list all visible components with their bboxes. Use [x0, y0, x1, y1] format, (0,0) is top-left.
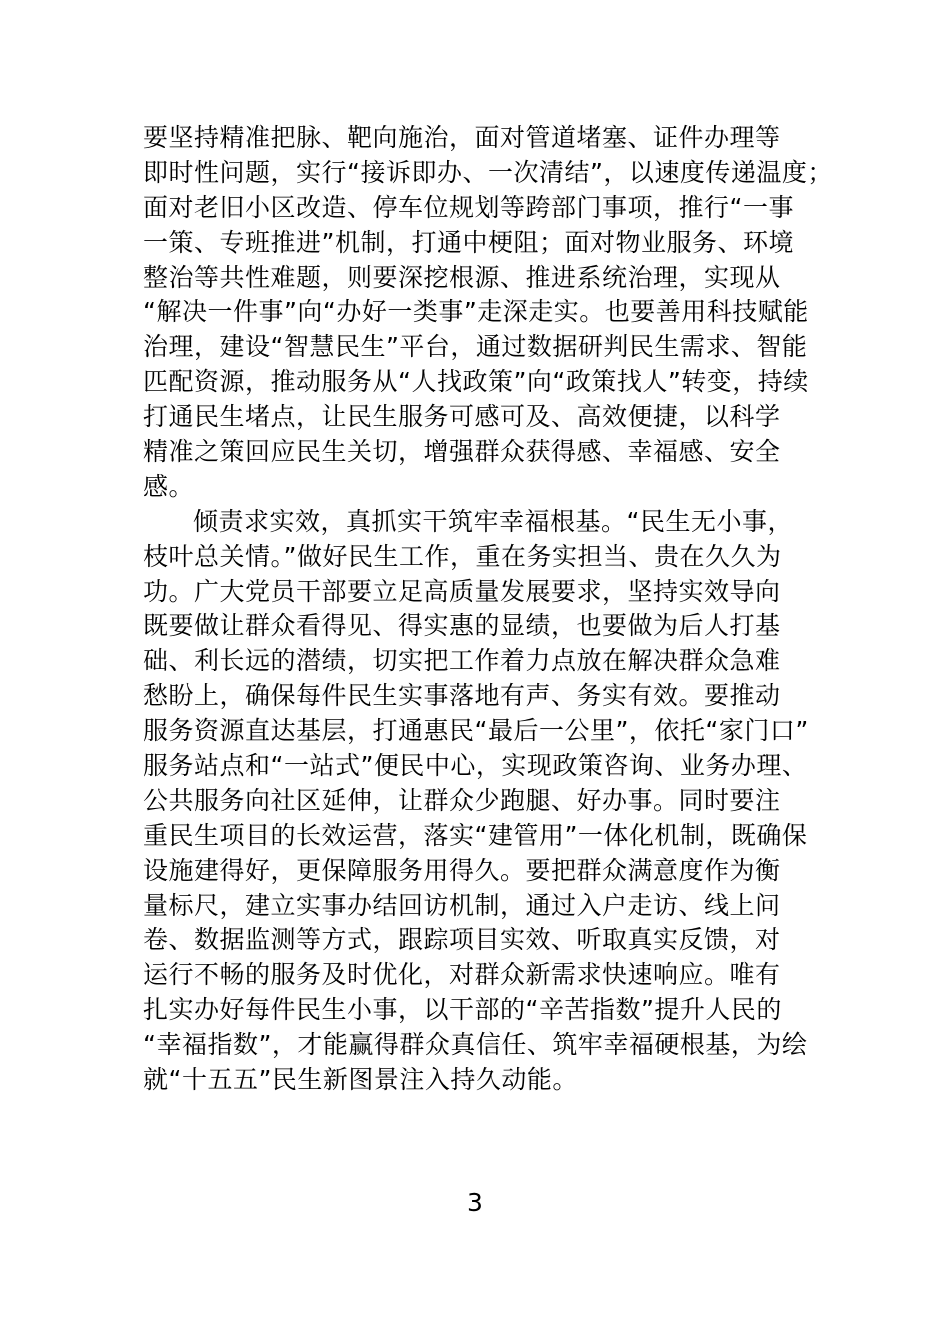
text-line: 打通民生堵点，让民生服务可感可及、高效便捷，以科学 — [143, 402, 781, 432]
paragraph-first-line: 倾责求实效，真抓实干筑牢幸福根基。“民生无小事， — [193, 506, 793, 536]
page-number: 3 — [467, 1188, 483, 1217]
text-line: 设施建得好，更保障服务用得久。要把群众满意度作为衡 — [143, 855, 781, 885]
text-line: 既要做让群众看得见、得实惠的显绩，也要做为后人打基 — [143, 611, 781, 641]
text-line: 服务站点和“一站式”便民中心，实现政策咨询、业务办理、 — [143, 751, 808, 781]
text-line: 扎实办好每件民生小事，以干部的“辛苦指数”提升人民的 — [143, 995, 782, 1025]
text-line: 础、利长远的潜绩，切实把工作着力点放在解决群众急难 — [143, 646, 781, 676]
text-line: 精准之策回应民生关切，增强群众获得感、幸福感、安全 — [143, 437, 781, 467]
text-line: 一策、专班推进”机制，打通中梗阻；面对物业服务、环境 — [143, 227, 794, 257]
text-line: 功。广大党员干部要立足高质量发展要求，坚持实效导向 — [143, 576, 781, 606]
text-line: 运行不畅的服务及时优化，对群众新需求快速响应。唯有 — [143, 960, 781, 990]
text-line: 卷、数据监测等方式，跟踪项目实效、听取真实反馈，对 — [143, 925, 781, 955]
text-line: 整治等共性难题，则要深挖根源、推进系统治理，实现从 — [143, 262, 781, 292]
text-line: 要坚持精准把脉、靶向施治，面对管道堵塞、证件办理等 — [143, 123, 781, 152]
text-line: 面对老旧小区改造、停车位规划等跨部门事项，推行“一事 — [143, 192, 794, 222]
text-line: “解决一件事”向“办好一类事”走深走实。也要善用科技赋能 — [143, 297, 809, 327]
text-line: 即时性问题，实行“接诉即办、一次清结”，以速度传递温度； — [143, 157, 833, 187]
text-line: 匹配资源，推动服务从“人找政策”向“政策找人”转变，持续 — [143, 367, 809, 397]
text-line: “幸福指数”，才能赢得群众真信任、筑牢幸福硬根基，为绘 — [143, 1030, 808, 1060]
text-line: 重民生项目的长效运营，落实“建管用”一体化机制，既确保 — [143, 820, 808, 850]
text-line: 治理，建设“智慧民生”平台，通过数据研判民生需求、智能 — [143, 332, 808, 362]
text-line: 枝叶总关情。”做好民生工作，重在务实担当、贵在久久为 — [143, 541, 782, 571]
body-text — [143, 121, 833, 1098]
text-line: 就“十五五”民生新图景注入持久动能。 — [143, 1065, 578, 1095]
text-line: 服务资源直达基层，打通惠民“最后一公里”，依托“家门口” — [143, 716, 809, 746]
text-line: 量标尺，建立实事办结回访机制，通过入户走访、线上问 — [143, 890, 781, 920]
text-line: 愁盼上，确保每件民生实事落地有声、务实有效。要推动 — [143, 681, 781, 711]
text-line: 感。 — [143, 471, 195, 501]
text-line: 公共服务向社区延伸，让群众少跑腿、好办事。同时要注 — [143, 785, 781, 815]
